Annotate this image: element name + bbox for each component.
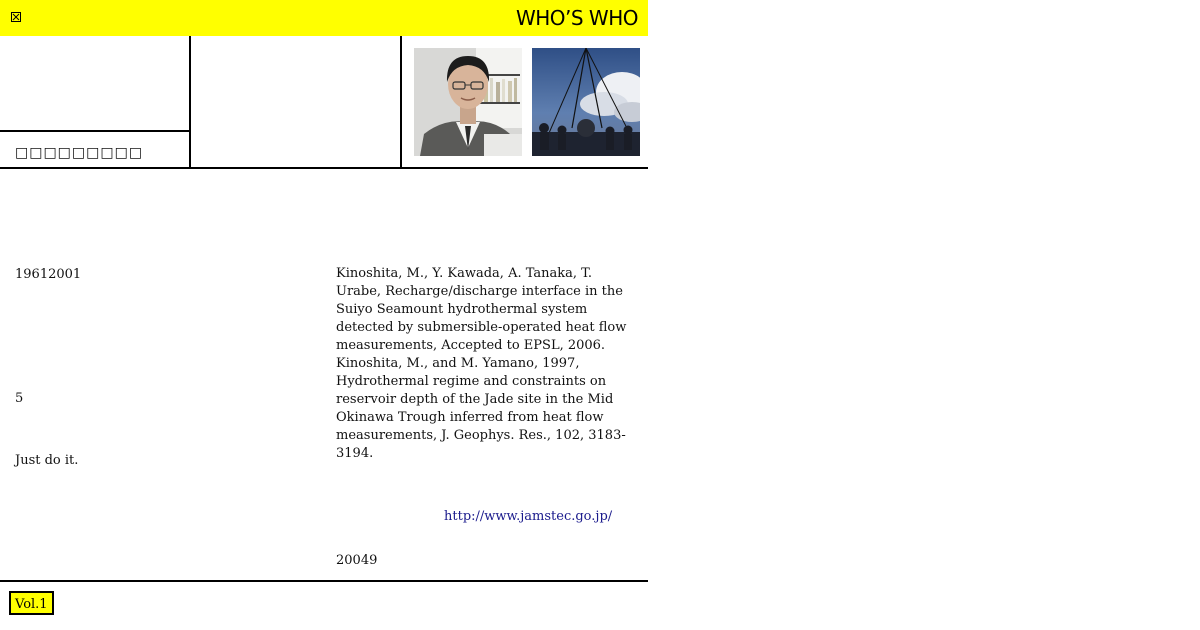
profile-header: [0, 36, 648, 169]
homepage-link[interactable]: http://www.jamstec.go.jp/: [444, 509, 613, 524]
portrait-photo: [414, 48, 522, 156]
close-x-icon: [12, 13, 20, 21]
references: [336, 265, 636, 463]
portrait-image: [414, 48, 522, 156]
close-box-icon[interactable]: [11, 12, 21, 22]
sky-photo: [532, 48, 640, 156]
ship-deck-image: [532, 48, 640, 156]
volume-badge[interactable]: Vol.1: [9, 591, 54, 615]
divider: [400, 36, 402, 167]
top-bar: [0, 0, 648, 36]
id-number: 19612001: [15, 267, 82, 282]
reference-item: Kinoshita, M., and M. Yamano, 1997, Hydrothermal regime and constraints on reservoir depth of the Jade site in the Mid Okinawa Trough inferred from heat flow measurements, J. Geophys. Res., 102, 3183-3194.: [336, 356, 626, 461]
profile-name: □□□□□□□□□: [15, 145, 144, 161]
reference-item: Kinoshita, M., Y. Kawada, A. Tanaka, T. Urabe, Recharge/discharge interface in the Suiyo Seamount hydrothermal system detected by submersible-operated heat flow measurements, Accepted to EPSL, 2006.: [336, 266, 627, 353]
count-value: 5: [15, 391, 24, 406]
brand-title: WHO’S WHO: [515, 6, 638, 30]
motto: Just do it.: [15, 453, 79, 468]
divider: [189, 36, 191, 167]
updated-date: 20049: [336, 553, 378, 568]
divider: [0, 580, 648, 582]
divider: [0, 130, 189, 132]
